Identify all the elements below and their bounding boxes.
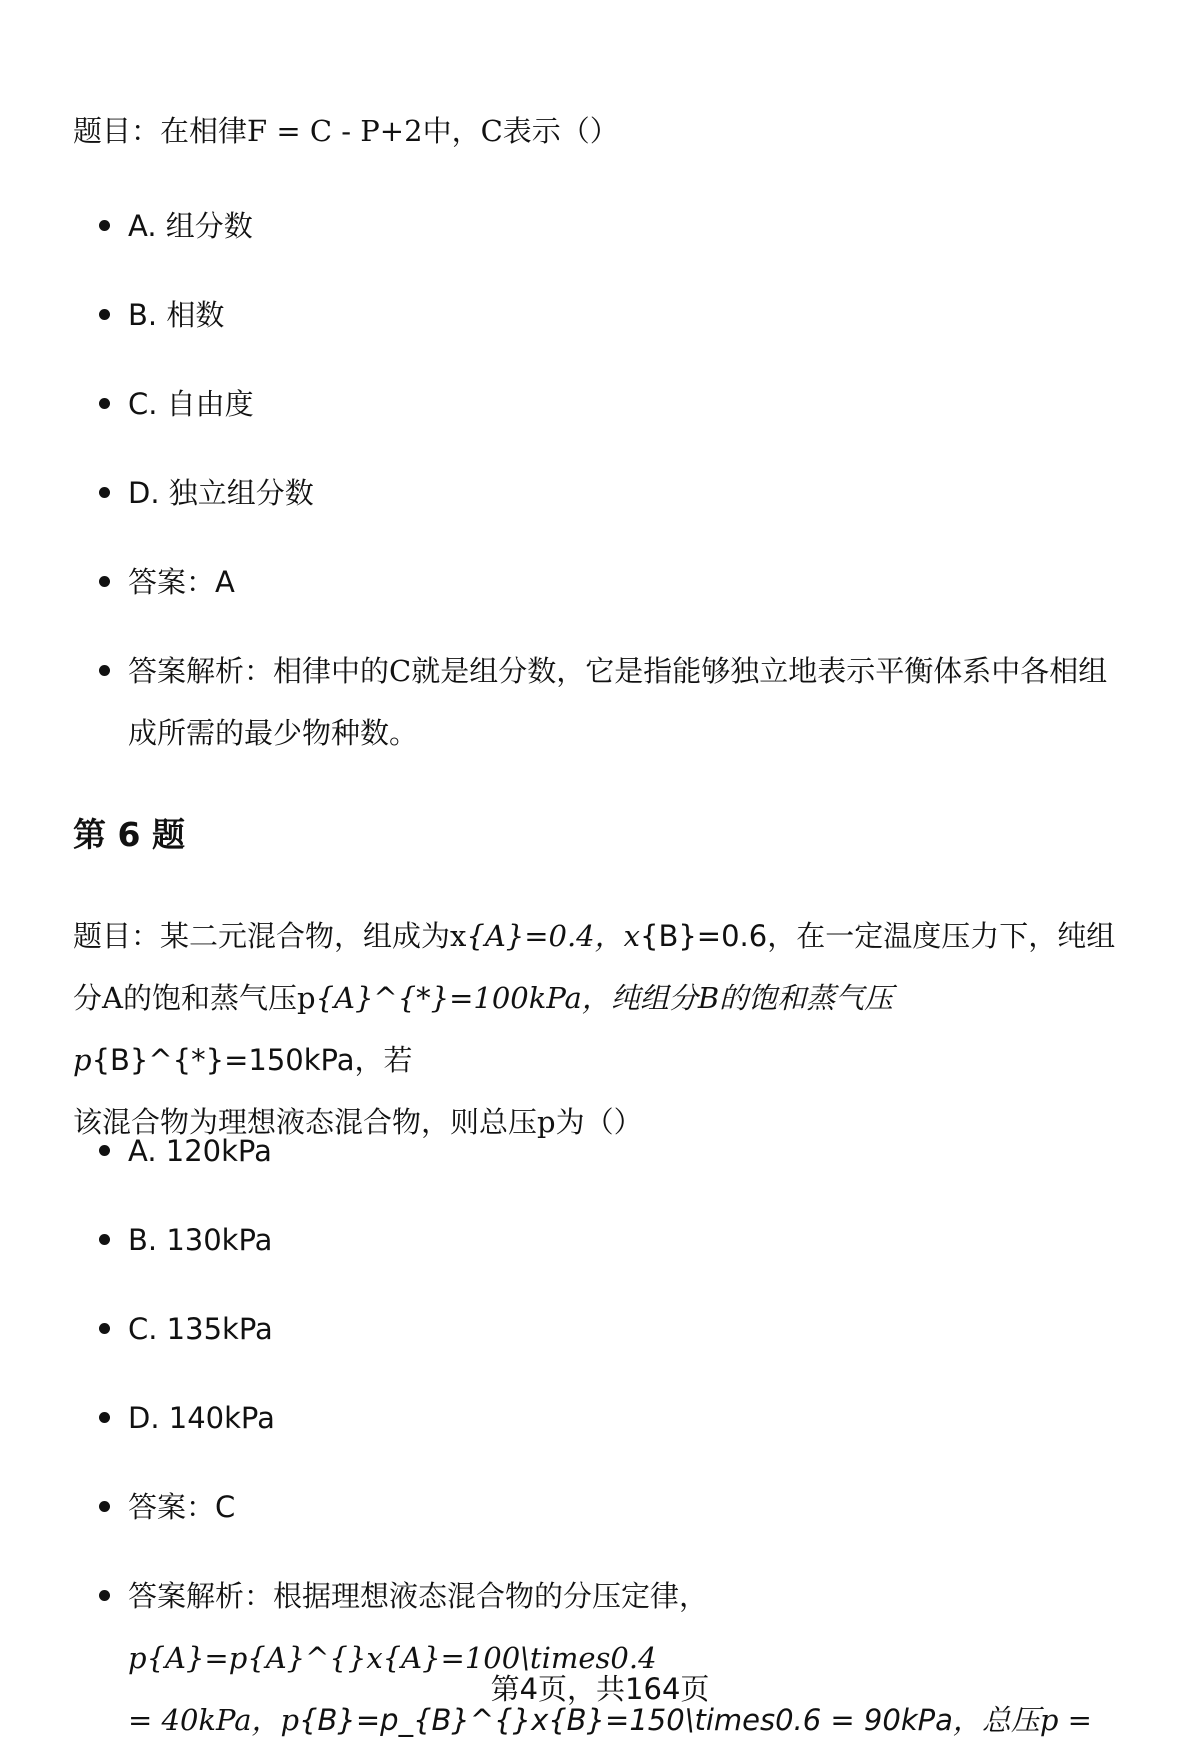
q5-analysis [128, 640, 1158, 764]
q5-formula: F = C - P+2 [247, 114, 423, 148]
q5-option-b: B. 相数 [128, 284, 1158, 346]
q5-stem-end: 表示（） [502, 114, 619, 148]
q6-analysis-prefix: 答案解析：根据理想液态混合物的分压定律， [128, 1579, 709, 1613]
q6-stem-x: x [450, 919, 467, 953]
page-number-footer: 第4页，共164页 [490, 1672, 710, 1706]
q6-stem-text-2: {B}=0.6，在一定温度压力下，纯组 [640, 919, 1116, 953]
q6-stem-p: p [296, 981, 316, 1015]
q6-stem-a: A [102, 981, 123, 1015]
q6-heading: 第 6 题 [73, 815, 185, 854]
q6-analysis-math-3: p = [1039, 1703, 1092, 1737]
q5-analysis-line2: 成所需的最少物种数。 [128, 716, 419, 750]
q5-analysis-text: 就是组分数，它是指能够独立地表示平衡体系中各相组 [411, 654, 1108, 688]
q5-analysis-symbol: C [389, 654, 412, 688]
q6-stem-text-1: 题目：某二元混合物，组成为 [73, 919, 451, 953]
q6-stem-text-5: {B}^{*}=150kPa，若 [91, 1043, 413, 1077]
q6-stem-math-1: {A}=0.4，x [466, 919, 640, 953]
q6-analysis-italic: {B}=p_{B}^{}x{B}=150\times0.6 = 90kPa，总压 [299, 1703, 1040, 1737]
q6-stem-math-3: p [73, 1043, 92, 1077]
q5-option-a: A. 组分数 [128, 195, 1158, 257]
q6-stem-text-4: 的饱和蒸气压 [122, 981, 297, 1015]
q6-stem-text-7: 为（） [555, 1105, 643, 1139]
q6-stem-italic-1: 纯组分 [610, 981, 698, 1015]
q6-stem-p-total: p [537, 1105, 556, 1139]
q6-stem [73, 905, 1153, 1153]
q5-stem [73, 100, 1153, 162]
q6-option-a: A. 120kPa [128, 1120, 1158, 1182]
q6-stem-b: B [697, 981, 720, 1015]
q5-answer: 答案：A [128, 551, 1158, 613]
q5-analysis-prefix: 答案解析：相律中的 [128, 654, 390, 688]
q6-option-b: B. 130kPa [128, 1209, 1158, 1271]
q6-stem-text-3: 分 [73, 981, 103, 1015]
q6-stem-text-6: 该混合物为理想液态混合物，则总压 [73, 1105, 538, 1139]
q5-stem-text: 题目：在相律 [73, 114, 248, 148]
q5-stem-text-2: 中， [422, 114, 481, 148]
q6-option-d: D. 140kPa [128, 1387, 1158, 1449]
q6-stem-math-2: {A}^{*}=100kPa， [315, 981, 611, 1015]
q5-option-c: C. 自由度 [128, 373, 1158, 435]
q6-option-c: C. 135kPa [128, 1298, 1158, 1360]
q5-stem-symbol: C [480, 114, 503, 148]
q6-analysis-math-2: = 40kPa，p [128, 1703, 300, 1737]
q6-stem-italic-2: 的饱和蒸气压 [719, 981, 894, 1015]
q5-option-d: D. 独立组分数 [128, 462, 1158, 524]
q6-analysis-math-1: p{A}=p{A}^{}x{A}=100\times0.4 [128, 1641, 657, 1675]
q6-answer: 答案：C [128, 1476, 1158, 1538]
